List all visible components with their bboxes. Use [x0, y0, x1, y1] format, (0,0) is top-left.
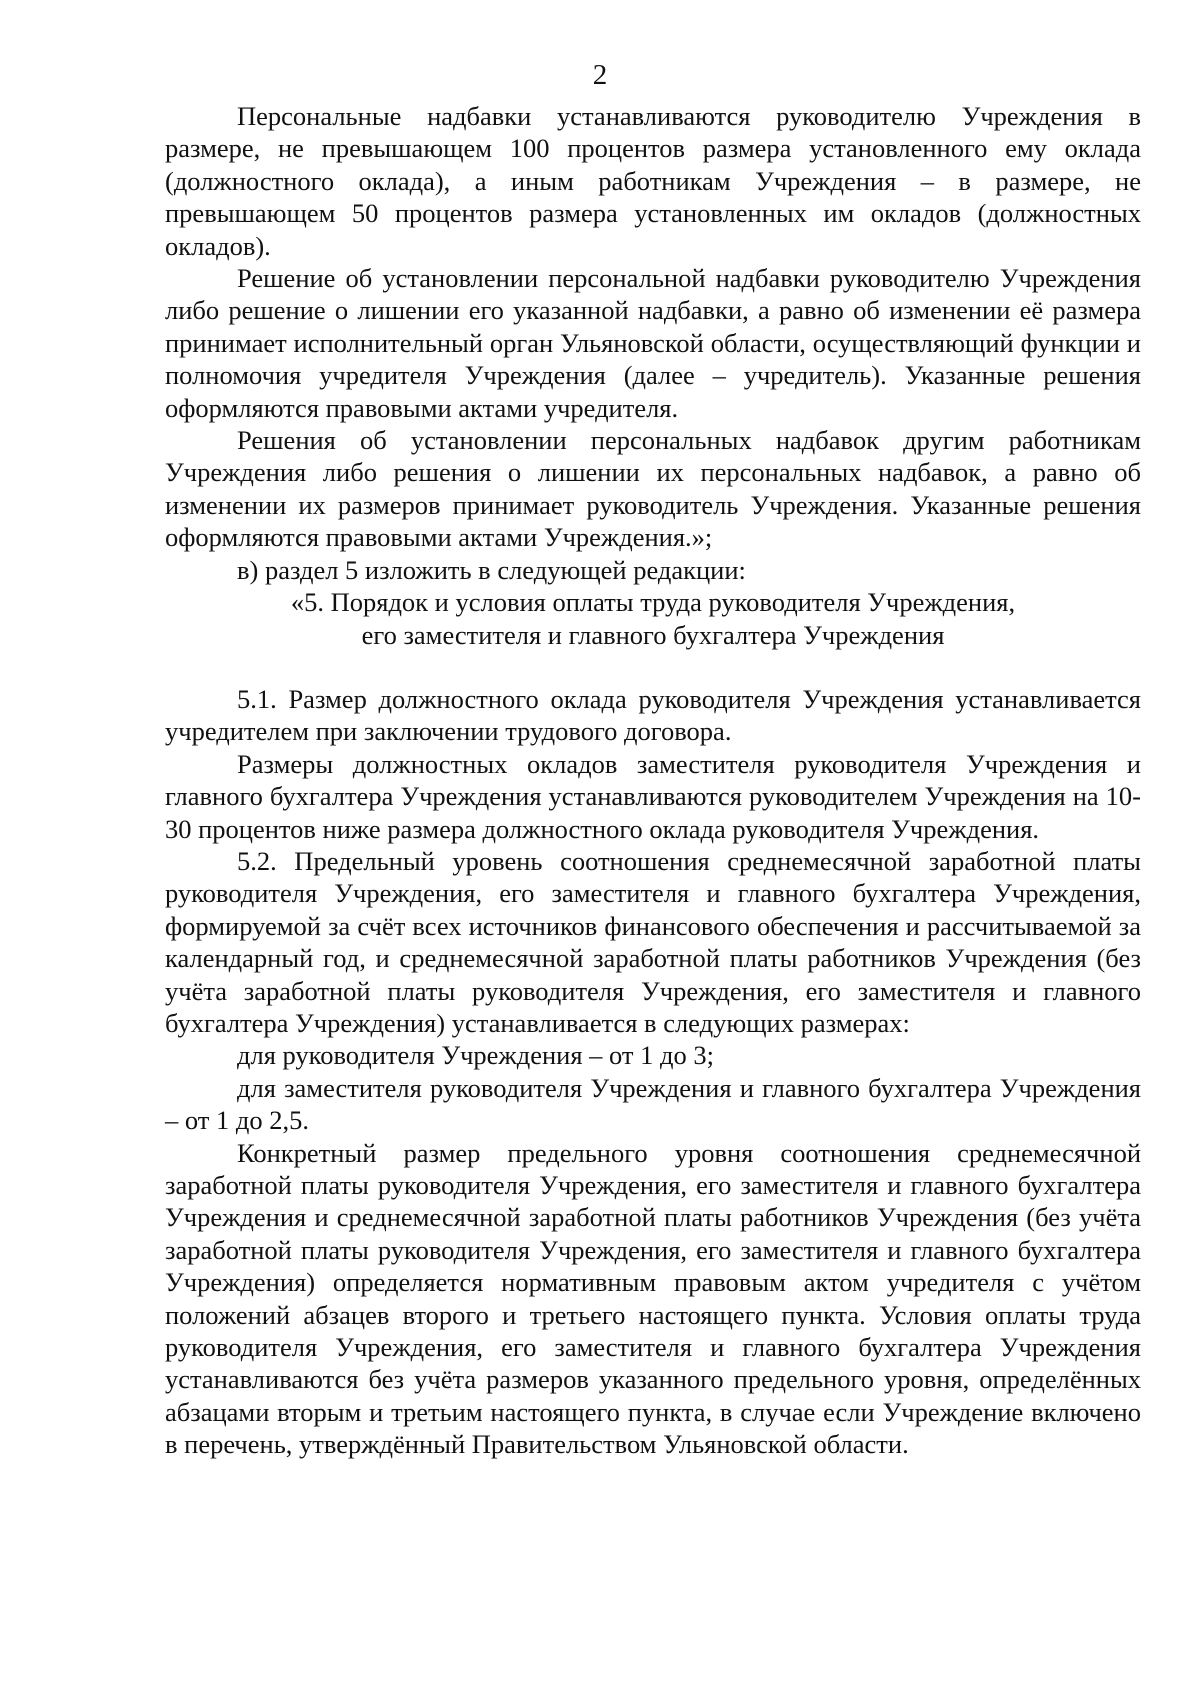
paragraph-section-5-intro: в) раздел 5 изложить в следующей редакции: [237, 554, 746, 585]
section-5-heading [165, 586, 1141, 651]
paragraph-deputy-salary: Размеры должностных окладов заместителя руководителя Учреждения и главного бухгалтера Учреждения устанавливаются руководителем Учреждения на 10-30 процентов ниже размера должностного оклада руководителя Учреждения. [165, 748, 1141, 844]
paragraph-ratio-head: для руководителя Учреждения – от 1 до 3; [237, 1040, 714, 1071]
section-5-heading-line-1: «5. Порядок и условия оплаты труда руководителя Учреждения, [290, 587, 1016, 618]
paragraph-5-2: 5.2. Предельный уровень соотношения среднемесячной заработной платы руководителя Учреждения, его заместителя и главного бухгалтера Учреждения, формируемой за счёт всех источников финансового обеспечения и рассчитываемой за календарный год, и среднемесячной заработной платы работников Учреждения (без учёта заработной платы руководителя Учреждения, его заместителя и главного бухгалтера Учреждения) устанавливается в следующих размерах: [165, 845, 1141, 1038]
paragraph-personal-allowances: Персональные надбавки устанавливаются руководителю Учреждения в размере, не превышающем 100 процентов размера установленного ему оклада (должностного оклада), а иным работникам Учреждения – в размере, не превышающем 50 процентов размера установленных им окладов (должностных окладов). [165, 101, 1141, 261]
paragraph-ratio-deputy: для заместителя руководителя Учреждения и главного бухгалтера Учреждения – от 1 до 2,5. [165, 1072, 1141, 1136]
paragraph-head-allowance-decision: Решение об установлении персональной надбавки руководителю Учреждения либо решение о лишении его указанной надбавки, а равно об изменении её размера принимает исполнительный орган Ульяновской области, осуществляющий функции и полномочия учредителя Учреждения (далее – учредитель). Указанные решения оформляются правовыми актами учредителя. [165, 263, 1141, 423]
page-number: 2 [592, 59, 608, 91]
paragraph-ratio-specific: Конкретный размер предельного уровня соотношения среднемесячной заработной платы руководителя Учреждения, его заместителя и главного бухгалтера Учреждения и среднемесячной заработной платы работников Учреждения (без учёта заработной платы руководителя Учреждения, его заместителя и главного бухгалтера Учреждения) определяется нормативным правовым актом учредителя с учётом положений абзацев второго и третьего настоящего пункта. Условия оплаты труда руководителя Учреждения, его заместителя и главного бухгалтера Учреждения устанавливаются без учёта размеров указанного предельного уровня, определённых абзацами вторым и третьим настоящего пункта, в случае если Учреждение включено в перечень, утверждённый Правительством Ульяновской области. [165, 1137, 1141, 1460]
document-body [165, 100, 1141, 1461]
paragraph-5-1: 5.1. Размер должностного оклада руководителя Учреждения устанавливается учредителем при заключении трудового договора. [165, 683, 1141, 747]
section-5-heading-line-2: его заместителя и главного бухгалтера Учреждения [361, 619, 945, 650]
paragraph-staff-allowance-decision: Решения об установлении персональных надбавок другим работникам Учреждения либо решения о лишении их персональных надбавок, а равно об изменении их размеров принимает руководитель Учреждения. Указанные решения оформляются правовыми актами Учреждения.»; [165, 425, 1141, 553]
